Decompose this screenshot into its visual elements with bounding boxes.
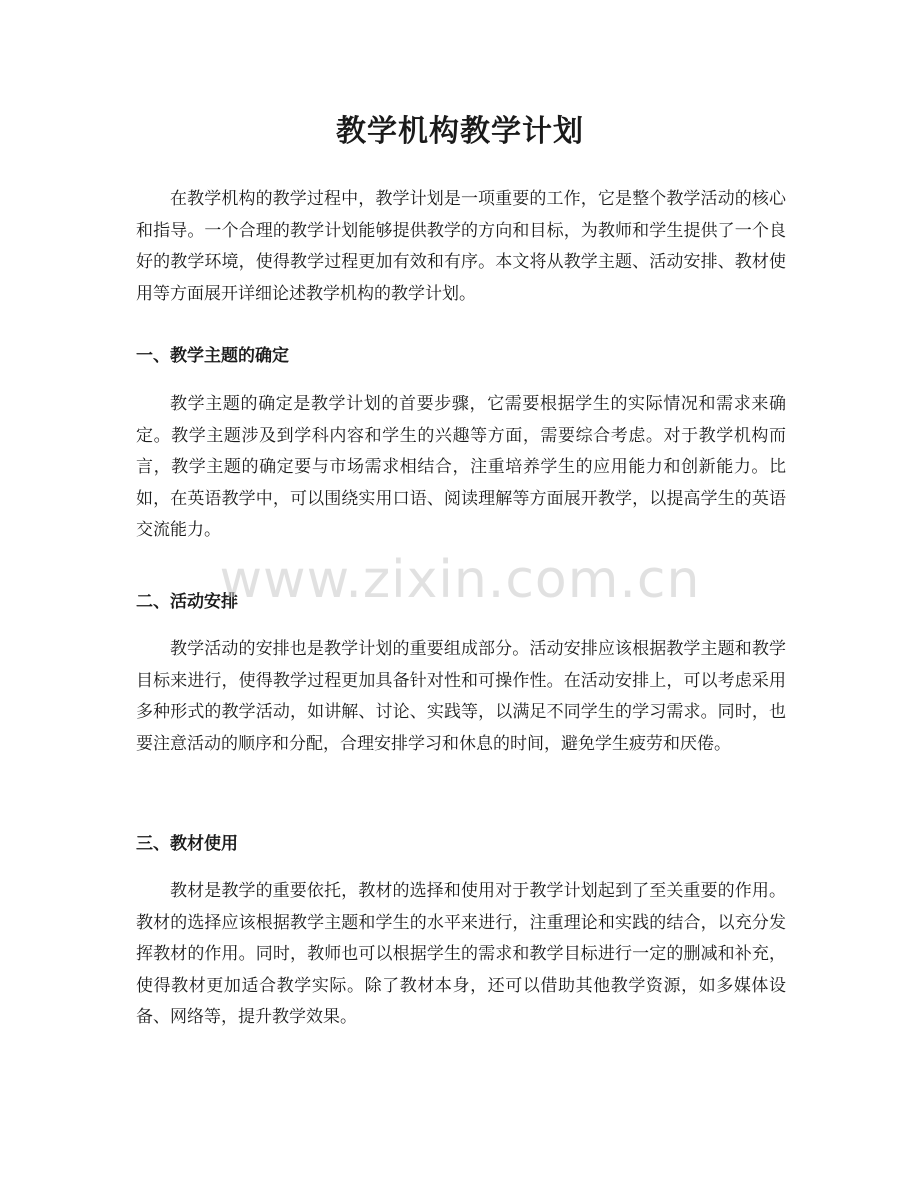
section-1-body: 教学主题的确定是教学计划的首要步骤，它需要根据学生的实际情况和需求来确定。教学主题涉及到学科内容和学生的兴趣等方面，需要综合考虑。对于教学机构而言，教学主题的确定要与市场需求相结合，注重培养学生的应用能力和创新能力。比如，在英语教学中，可以围绕实用口语、阅读理解等方面展开教学，以提高学生的英语交流能力。 xyxy=(136,394,786,540)
document-title: 教学机构教学计划 xyxy=(336,114,584,149)
intro-paragraph: 在教学机构的教学过程中，教学计划是一项重要的工作，它是整个教学活动的核心和指导。一个合理的教学计划能够提供教学的方向和目标，为教师和学生提供了一个良好的教学环境，使得教学过程更加有效和有序。本文将从教学主题、活动安排、教材使用等方面展开详细论述教学机构的教学计划。 xyxy=(136,189,786,304)
section-3-body: 教材是教学的重要依托，教材的选择和使用对于教学计划起到了至关重要的作用。教材的选择应该根据教学主题和学生的水平来进行，注重理论和实践的结合，以充分发挥教材的作用。同时，教师也可以根据学生的需求和教学目标进行一定的删减和补充，使得教材更加适合教学实际。除了教材本身，还可以借助其他教学资源，如多媒体设备、网络等，提升教学效果。 xyxy=(136,881,786,1027)
section-3-heading: 三、教材使用 xyxy=(136,834,238,854)
section-1-heading: 一、教学主题的确定 xyxy=(136,346,289,366)
section-2-heading: 二、活动安排 xyxy=(136,592,238,612)
section-2-body: 教学活动的安排也是教学计划的重要组成部分。活动安排应该根据教学主题和教学目标来进行，使得教学过程更加具备针对性和可操作性。在活动安排上，可以考虑采用多种形式的教学活动，如讲解、讨论、实践等，以满足不同学生的学习需求。同时，也要注意活动的顺序和分配，合理安排学习和休息的时间，避免学生疲劳和厌倦。 xyxy=(136,639,786,754)
watermark: www.zixin.com.cn xyxy=(219,550,701,610)
